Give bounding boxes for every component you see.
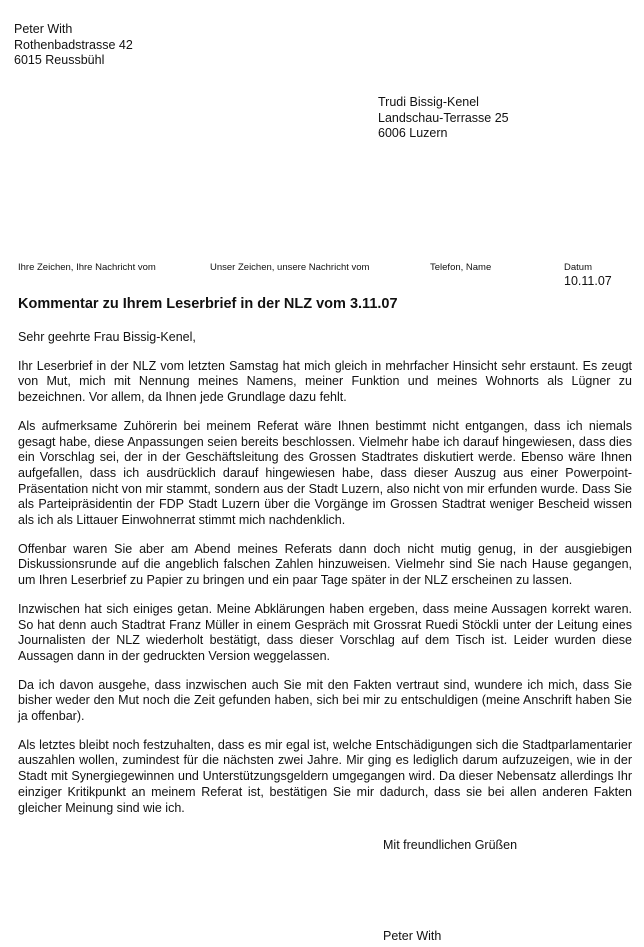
your-reference-label: Ihre Zeichen, Ihre Nachricht vom	[18, 262, 156, 273]
sender-street: Rothenbadstrasse 42	[14, 37, 133, 52]
date-label: Datum	[564, 262, 592, 273]
salutation: Sehr geehrte Frau Bissig-Kenel,	[18, 330, 196, 344]
phone-name-label: Telefon, Name	[430, 262, 492, 273]
paragraph: Als letztes bleibt noch festzuhalten, dass es mir egal ist, welche Entschädigungen sich die Stadtparlamentarier auszahlen wollen, zumindest für die nächsten zwei Jahre. Mir ging es lediglich darum aufzuzeigen, wie in der Stadt mit Synergiegewinnen und Unterstützungsgeldern umgegangen wird. Da dieser Nebensatz allerdings Ihr einziger Kritikpunkt an meinem Referat ist, bestätigen Sie mir dadurch, dass sie bei allen anderen Fakten gleicher Meinung sind wie ich.	[18, 737, 632, 815]
paragraph: Offenbar waren Sie aber am Abend meines Referats dann doch nicht mutig genug, in der ausgiebigen Diskussionsrunde auf die angeblich falschen Zahlen hinzuweisen. Vielmehr sind Sie nach Hause gegangen, um Ihren Leserbrief zu Papier zu bringen und ein paar Tage später in der NLZ erscheinen zu lassen.	[18, 541, 632, 588]
paragraph: Inzwischen hat sich einiges getan. Meine Abklärungen haben ergeben, dass meine Aussagen korrekt waren. So hat denn auch Stadtrat Franz Müller in einem Gespräch mit Grossrat Ruedi Stöckli unter der Leitung eines Journalisten der NLZ wiederholt bestätigt, dass dieser Vorschlag auf dem Tisch ist. Leider wurden diese Aussagen dann in der gedruckten Version weggelassen.	[18, 601, 632, 663]
recipient-street: Landschau-Terrasse 25	[378, 110, 509, 125]
paragraph: Ihr Leserbrief in der NLZ vom letzten Samstag hat mich gleich in mehrfacher Hinsicht sehr erstaunt. Es zeugt von Mut, mich mit Nennung meines Namens, meiner Funktion und meines Wohnorts als Lügner zu bezeichnen. Vor allem, da Ihnen jede Grundlage dazu fehlt.	[18, 358, 632, 405]
letter-subject: Kommentar zu Ihrem Leserbrief in der NLZ vom 3.11.07	[18, 296, 398, 312]
closing: Mit freundlichen Grüßen	[383, 838, 518, 852]
recipient-address	[378, 95, 509, 142]
recipient-city: 6006 Luzern	[378, 126, 448, 141]
paragraph: Als aufmerksame Zuhörerin bei meinem Referat wäre Ihnen bestimmt nicht entgangen, dass ich niemals gesagt habe, diese Anpassungen seien bereits beschlossen. Vielmehr habe ich darauf hingewiesen, dass dies ein Vorschlag sei, der in der Geschäftsleitung des Grossen Stadtrates diskutiert werde. Ebenso wäre Ihnen aufgefallen, dass ich ausdrücklich darauf hingewiesen habe, dass dieser Auszug aus einer Powerpoint-Präsentation nicht von mir stammt, sondern aus der Stadt Luzern, also nicht von mir erfunden wurde. Dass Sie als Parteipräsidentin der FDP Stadt Luzern über die Vorgänge im Grossen Stadtrat weniger Bescheid wissen als ich als Littauer Einwohnerrat stimmt mich nachdenklich.	[18, 418, 632, 528]
our-reference-label: Unser Zeichen, unsere Nachricht vom	[210, 262, 370, 273]
signature-name: Peter With	[383, 929, 442, 943]
recipient-name: Trudi Bissig-Kenel	[378, 95, 479, 109]
paragraph: Da ich davon ausgehe, dass inzwischen auch Sie mit den Fakten vertraut sind, wundere ich mich, dass Sie bisher weder den Mut noch die Zeit gefunden haben, sich bei mir zu entschuldigen (meine Anschrift haben Sie ja offenbar).	[18, 677, 632, 724]
sender-name: Peter With	[14, 22, 73, 36]
date-value: 10.11.07	[564, 274, 612, 288]
sender-city: 6015 Reussbühl	[14, 53, 105, 68]
sender-address	[14, 22, 133, 69]
letter-body	[18, 330, 632, 829]
